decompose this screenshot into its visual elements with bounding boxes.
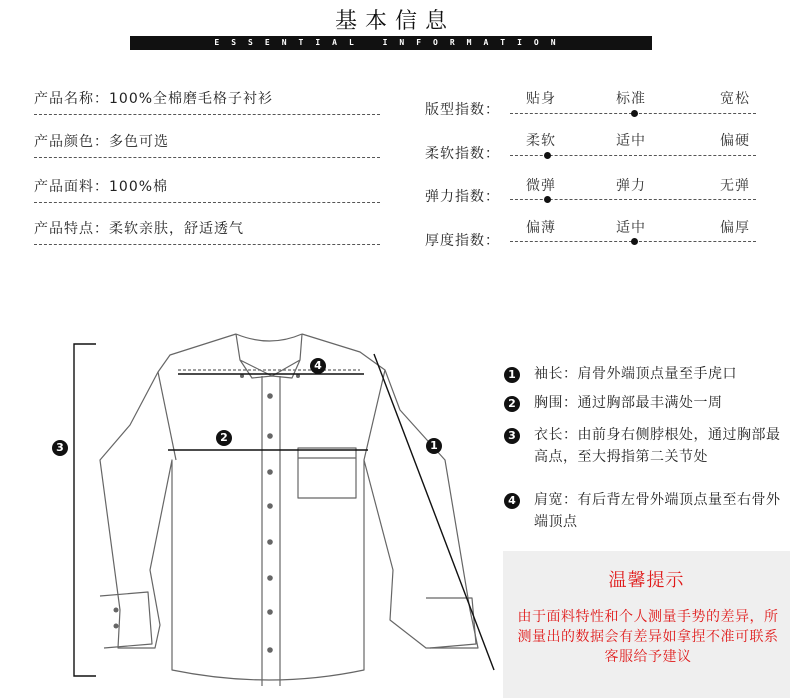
index-option: 弹力 — [616, 178, 646, 194]
notice-box — [503, 551, 790, 698]
cuff-button — [114, 608, 119, 613]
legend-num: 3 — [504, 428, 520, 444]
shirt-diagram — [0, 330, 500, 690]
shirt-button — [267, 575, 273, 581]
index-marker — [544, 152, 551, 159]
info-label: 产品面料： — [34, 179, 109, 195]
marker-length: 3 — [52, 440, 68, 456]
length-bracket — [74, 344, 96, 676]
legend-text-length: 衣长：由前身右侧脖根处，通过胸部最高点，至大拇指第二关节处 — [534, 427, 781, 465]
shirt-cuff-right — [426, 598, 476, 648]
info-row-color — [34, 131, 380, 158]
info-value: 100%棉 — [109, 179, 169, 195]
marker-chest: 2 — [216, 430, 232, 446]
index-option: 偏薄 — [526, 220, 556, 236]
shirt-button — [267, 647, 273, 653]
info-label: 产品名称： — [34, 91, 109, 107]
index-marker — [544, 196, 551, 203]
sleeve-line — [374, 354, 494, 670]
info-value: 多色可选 — [109, 134, 169, 150]
info-value: 柔软亲肤，舒适透气 — [109, 221, 244, 237]
shirt-button — [267, 469, 273, 475]
index-option: 微弹 — [526, 178, 556, 194]
info-row-fabric — [34, 176, 380, 203]
shirt-pocket — [298, 448, 356, 498]
cuff-button — [114, 624, 119, 629]
index-label: 厚度指数： — [425, 233, 500, 249]
legend-num: 2 — [504, 396, 520, 412]
index-option: 无弹 — [720, 178, 750, 194]
shirt-cuff-left — [100, 592, 152, 648]
index-option: 偏硬 — [720, 133, 750, 149]
index-marker — [631, 110, 638, 117]
notice-title: 温馨提示 — [608, 570, 685, 591]
banner-subtitle: ESSENTIAL INFORMATION — [214, 38, 568, 47]
legend-num: 4 — [504, 493, 520, 509]
shirt-button — [267, 503, 273, 509]
index-option: 宽松 — [720, 91, 750, 107]
index-option: 标准 — [616, 91, 646, 107]
shirt-button — [267, 539, 273, 545]
index-option: 适中 — [616, 133, 646, 149]
legend-text-shoulder: 肩宽：有后背左骨外端顶点量至右骨外端顶点 — [534, 492, 781, 530]
index-option: 柔软 — [526, 133, 556, 149]
shirt-placket — [262, 376, 280, 686]
title-banner — [130, 36, 652, 50]
info-label: 产品特点： — [34, 221, 109, 237]
marker-shoulder: 4 — [310, 358, 326, 374]
info-value: 100%全棉磨毛格子衬衫 — [109, 91, 274, 107]
shirt-outline — [100, 334, 478, 680]
shirt-collar — [236, 334, 302, 378]
index-option: 贴身 — [526, 91, 556, 107]
legend-text-chest: 胸围：通过胸部最丰满处一周 — [534, 395, 723, 411]
info-row-name — [34, 88, 380, 115]
shirt-button — [267, 393, 273, 399]
page-title: 基本信息 — [334, 9, 455, 34]
index-marker — [631, 238, 638, 245]
legend-num: 1 — [504, 367, 520, 383]
index-label: 柔软指数： — [425, 146, 500, 162]
shirt-button — [267, 609, 273, 615]
notice-body: 由于面料特性和个人测量手势的差异，所测量出的数据会有差异如拿捏不准可联系客服给予建议 — [517, 609, 779, 665]
info-label: 产品颜色： — [34, 134, 109, 150]
shirt-button — [267, 433, 273, 439]
info-row-feature — [34, 218, 380, 245]
index-option: 适中 — [616, 220, 646, 236]
index-label: 弹力指数： — [425, 189, 500, 205]
legend-text-sleeve: 袖长：肩骨外端顶点量至手虎口 — [534, 366, 737, 382]
marker-sleeve: 1 — [426, 438, 442, 454]
index-option: 偏厚 — [720, 220, 750, 236]
index-label: 版型指数： — [425, 102, 500, 118]
